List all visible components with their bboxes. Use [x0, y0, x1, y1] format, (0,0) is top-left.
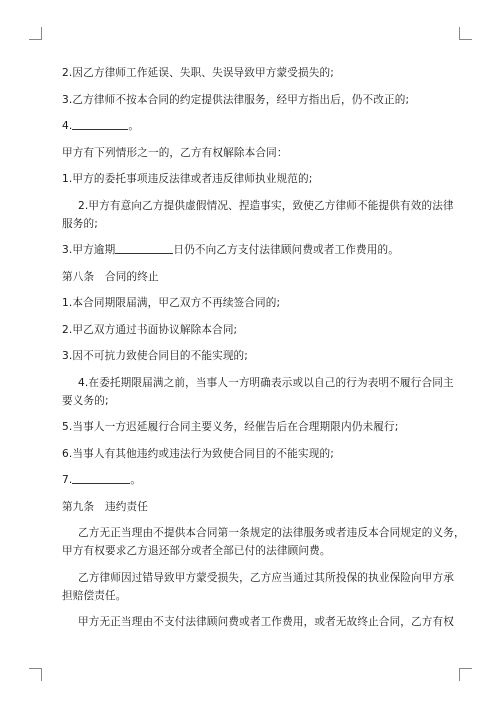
clause-number: 4.	[62, 120, 73, 132]
clause-item-multiline	[62, 197, 454, 233]
clause-period: 。	[130, 474, 142, 486]
corner-mark-bottom-right	[459, 668, 472, 681]
paragraph	[62, 569, 455, 605]
clause-item-multiline	[62, 374, 454, 410]
article-heading: 第八条 合同的终止	[62, 270, 159, 283]
clause-item-blank	[62, 117, 446, 135]
clause-item: 1.甲方的委托事项违反法律或者违反律师执业规范的;	[62, 173, 313, 185]
paragraph-line: 担赔偿责任。	[62, 589, 127, 602]
clause-item: 6.当事人有其他违约或违法行为致使合同目的不能实现的;	[62, 447, 334, 460]
fill-in-blank	[72, 471, 130, 484]
clause-item-blank	[62, 241, 446, 259]
clause-heading-text: 甲方有下列情形之一的，乙方有权解除本合同：	[62, 146, 288, 159]
clause-line: 2.甲方有意向乙方提供虚假情况、捏造事实，致使乙方律师不能提供有效的法律	[78, 199, 454, 212]
clause-period: 。	[128, 120, 140, 132]
clause-line: 要义务的;	[62, 394, 109, 407]
clause-item: 3.因不可抗力致使合同目的不能实现的;	[62, 350, 249, 362]
clause-number: 7.	[62, 474, 73, 486]
paragraph	[62, 524, 465, 560]
paragraph-line: 甲方有权要求乙方退还部分或者全部已付的法律顾问费。	[62, 545, 331, 557]
clause-line: 服务的;	[62, 217, 98, 230]
corner-mark-bottom-left	[29, 668, 42, 681]
fill-in-blank	[115, 241, 173, 254]
clause-item: 3.乙方律师不按本合同的约定提供法律服务，经甲方指出后，仍不改正的;	[62, 93, 410, 106]
clause-item-blank	[62, 471, 446, 489]
paragraph-line: 乙方无正当理由不提供本合同第一条规定的法律服务或者违反本合同规定的义务，	[78, 527, 465, 539]
clause-item: 1.本合同期限届满，甲乙双方不再续签合同的;	[62, 297, 281, 309]
document-body	[62, 64, 465, 640]
article-heading: 第九条 违约责任	[62, 500, 148, 513]
clause-item: 5.当事人一方迟延履行合同主要义务，经催告后在合理期限内仍未履行;	[62, 421, 399, 433]
clause-item: 2.甲乙双方通过书面协议解除本合同;	[62, 323, 238, 336]
clause-text-before-blank: 3.甲方逾期	[62, 244, 116, 256]
fill-in-blank	[72, 117, 128, 130]
corner-mark-top-right	[459, 27, 472, 40]
paragraph: 甲方无正当理由不支付法律顾问费或者工作费用，或者无故终止合同，乙方有权	[78, 616, 455, 628]
paragraph-line: 乙方律师因过错导致甲方蒙受损失，乙方应当通过其所投保的执业保险向甲方承	[78, 571, 455, 584]
corner-mark-top-left	[29, 27, 42, 40]
clause-text-after-blank: 日仍不向乙方支付法律顾问费或者工作费用的。	[173, 244, 400, 256]
clause-line: 4.在委托期限届满之前，当事人一方明确表示或以自己的行为表明不履行合同主	[78, 376, 454, 389]
clause-item: 2.因乙方律师工作延误、失职、失误导致甲方蒙受损失的;	[62, 67, 334, 79]
